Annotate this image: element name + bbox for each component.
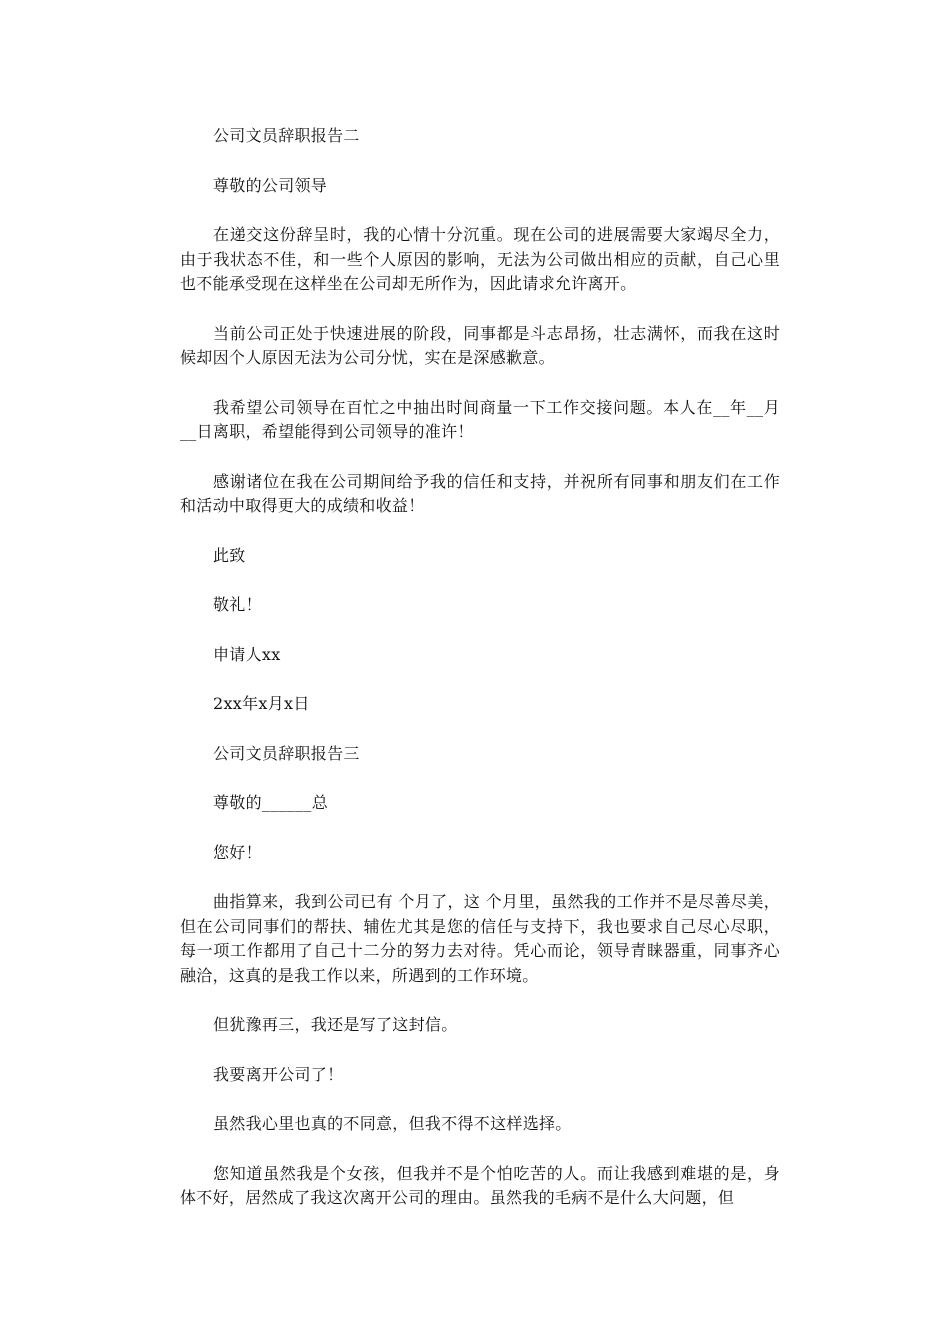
body-paragraph: 您知道虽然我是个女孩，但我并不是个怕吃苦的人。而让我感到难堪的是，身体不好，居然成了我这次离开公司的理由。虽然我的毛病不是什么大问题，但 xyxy=(180,1163,780,1207)
body-paragraph: 但犹豫再三，我还是写了这封信。 xyxy=(213,1015,458,1034)
body-paragraph: 我要离开公司了！ xyxy=(213,1064,344,1084)
applicant-signature: 申请人xx xyxy=(213,644,281,664)
body-paragraph: 我希望公司领导在百忙之中抽出时间商量一下工作交接问题。本人在__年__月__日离职，希望能得到公司领导的准许！ xyxy=(180,397,780,441)
section-title-report-three: 公司文员辞职报告三 xyxy=(213,743,360,763)
closing-regards: 敬礼！ xyxy=(213,595,262,614)
body-paragraph: 虽然我心里也真的不同意，但我不得不这样选择。 xyxy=(213,1114,572,1133)
document-page xyxy=(180,124,780,1236)
body-paragraph: 在递交这份辞呈时，我的心情十分沉重。现在公司的进展需要大家竭尽全力，由于我状态不佳，和一些个人原因的影响，无法为公司做出相应的贡献，自己心里也不能承受现在这样坐在公司却无所作为，因此请求允许离开。 xyxy=(180,225,780,293)
section-title-report-two: 公司文员辞职报告二 xyxy=(213,126,360,145)
body-paragraph: 当前公司正处于快速进展的阶段，同事都是斗志昂扬，壮志满怀，而我在这时候却因个人原因无法为公司分忧，实在是深感歉意。 xyxy=(180,323,780,367)
salutation-manager: 尊敬的______总 xyxy=(213,793,328,812)
signature-date: 2xx年x月x日 xyxy=(213,694,310,713)
body-paragraph: 感谢诸位在我在公司期间给予我的信任和支持，并祝所有同事和朋友们在工作和活动中取得更大的成绩和收益！ xyxy=(180,471,780,515)
body-paragraph: 曲指算来，我到公司已有 个月了，这 个月里，虽然我的工作并不是尽善尽美，但在公司同事们的帮扶、辅佐尤其是您的信任与支持下，我也要求自己尽心尽职，每一项工作都用了自己十二分的努力去对待。凭心而论，领导青睐器重，同事齐心融洽，这真的是我工作以来，所遇到的工作环境。 xyxy=(180,892,780,985)
greeting: 您好！ xyxy=(213,842,262,862)
salutation-leadership: 尊敬的公司领导 xyxy=(213,175,328,195)
closing-greeting: 此致 xyxy=(213,545,246,565)
